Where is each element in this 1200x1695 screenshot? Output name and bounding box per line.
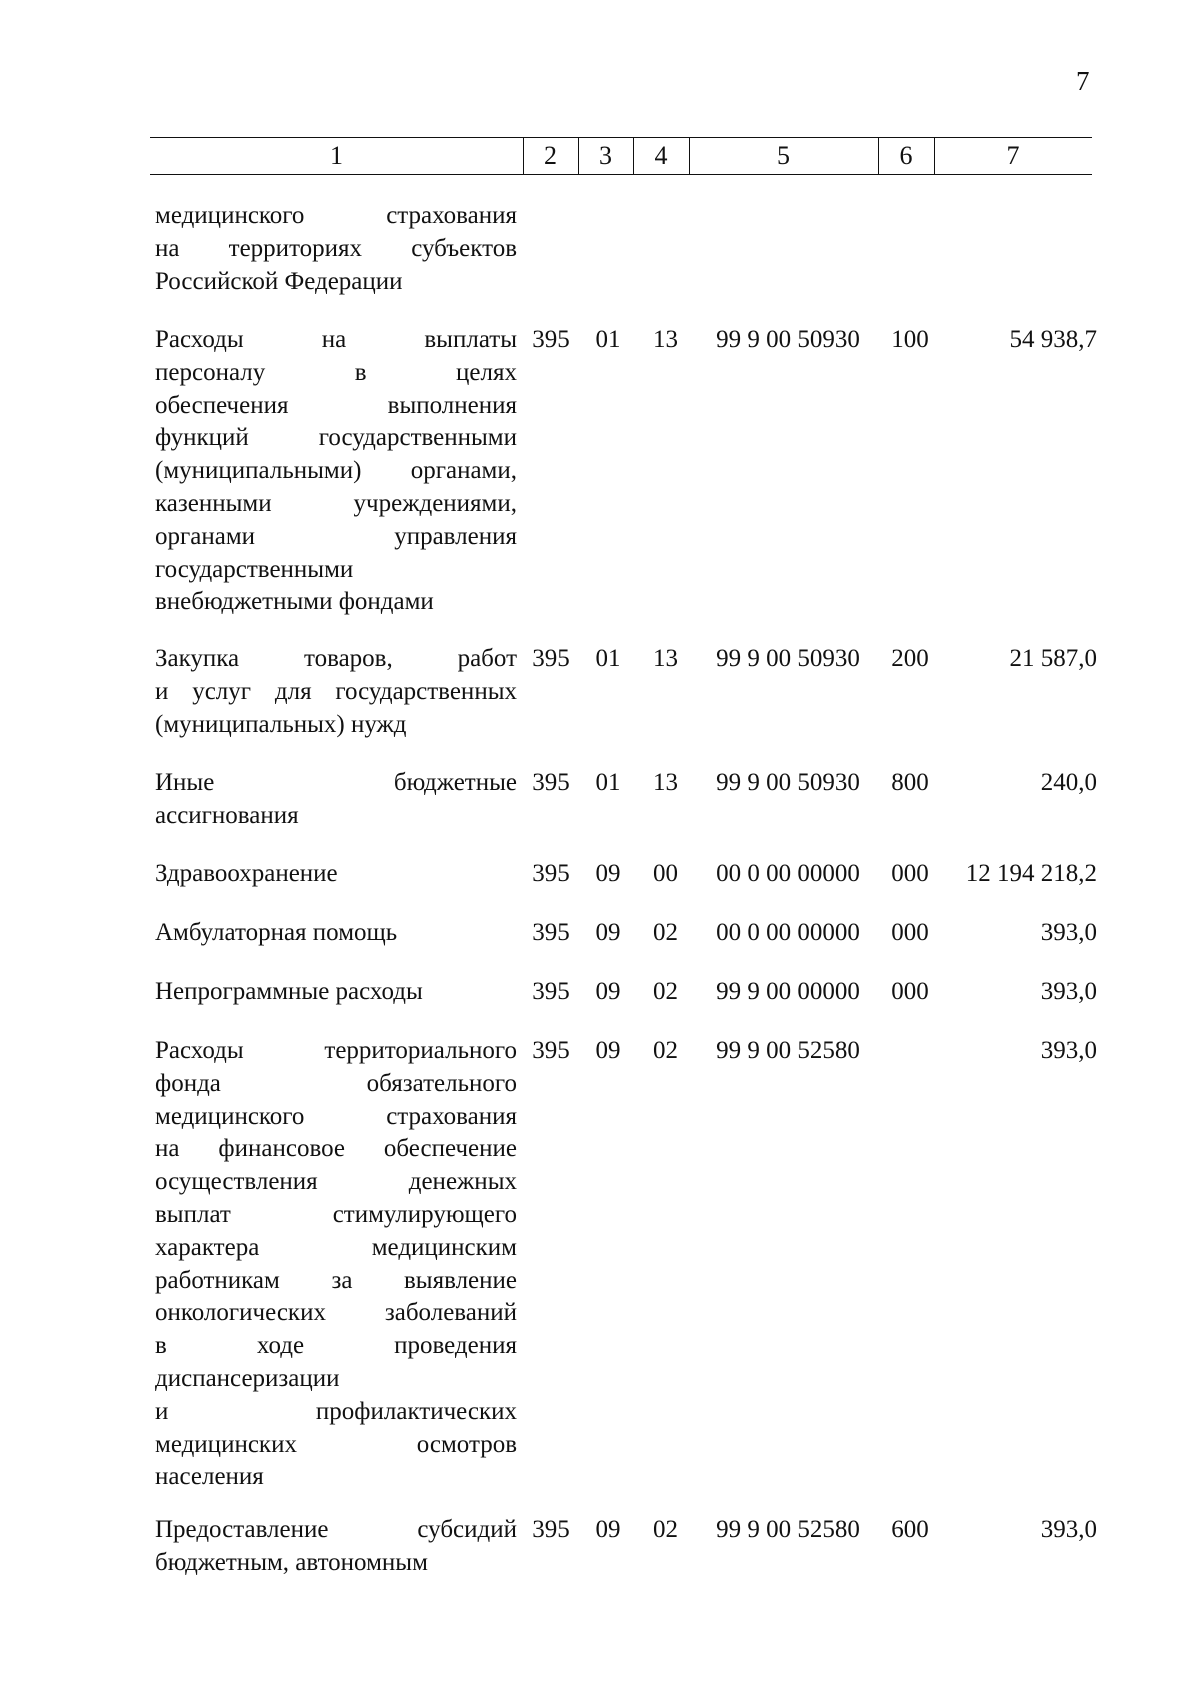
- description-line: работникам за выявление: [155, 1266, 517, 1294]
- cell-col-4: 02: [653, 978, 678, 1005]
- cell-col-2: 395: [532, 1516, 570, 1543]
- description-line: (муниципальными) органами,: [155, 457, 517, 485]
- description-line: ассигнования: [155, 801, 299, 829]
- page-number: 7: [1076, 66, 1090, 96]
- cell-col-5: 99 9 00 52580: [716, 1516, 860, 1543]
- description-line: Предоставление субсидий: [155, 1516, 517, 1543]
- cell-col-7: 54 938,7: [1009, 326, 1097, 353]
- header-col-7: 7: [1006, 141, 1020, 170]
- cell-col-5: 99 9 00 50930: [716, 769, 860, 796]
- description-line: характера медицинским: [155, 1233, 517, 1261]
- cell-col-7: 393,0: [1040, 978, 1097, 1005]
- description-line: населения: [155, 1463, 264, 1491]
- cell-col-7: 21 587,0: [1009, 645, 1097, 672]
- description-line: на территориях субъектов: [155, 234, 517, 262]
- cell-col-6: 000: [891, 860, 929, 887]
- description-line: фонда обязательного: [155, 1069, 517, 1097]
- cell-col-6: 200: [891, 645, 929, 672]
- description-line: персоналу в целях: [155, 358, 517, 386]
- cell-col-5: 99 9 00 50930: [716, 645, 860, 672]
- row-description: [155, 858, 517, 891]
- description-line: медицинских осмотров: [155, 1430, 517, 1458]
- header-col-5: 5: [777, 141, 790, 170]
- description-line: медицинского страхования: [155, 202, 517, 229]
- description-line: Закупка товаров, работ: [155, 645, 517, 672]
- cell-col-2: 395: [532, 919, 570, 946]
- cell-col-7: 240,0: [1040, 769, 1097, 796]
- cell-col-6: 600: [891, 1516, 929, 1543]
- description-line: обеспечения выполнения: [155, 391, 517, 419]
- cell-col-7: 393,0: [1040, 919, 1097, 946]
- row-description: [155, 1514, 517, 1580]
- cell-col-2: 395: [532, 860, 570, 887]
- cell-col-4: 02: [653, 919, 678, 946]
- cell-col-6: 100: [891, 326, 929, 353]
- description-line: выплат стимулирующего: [155, 1200, 517, 1228]
- cell-col-3: 09: [595, 978, 621, 1005]
- description-line: осуществления денежных: [155, 1168, 517, 1196]
- row-description: [155, 976, 517, 1009]
- cell-col-4: 13: [653, 645, 678, 672]
- row-description: [155, 324, 517, 619]
- description-line: и услуг для государственных: [155, 677, 517, 705]
- cell-col-6: 000: [891, 978, 929, 1005]
- cell-col-3: 09: [595, 860, 621, 887]
- cell-col-4: 02: [653, 1516, 678, 1543]
- cell-col-2: 395: [532, 769, 570, 796]
- row-description: [155, 917, 517, 950]
- description-line: казенными учреждениями,: [155, 489, 517, 517]
- row-description: [155, 767, 517, 833]
- cell-col-7: 393,0: [1040, 1037, 1097, 1064]
- cell-col-2: 395: [532, 645, 570, 672]
- cell-col-4: 13: [653, 769, 678, 796]
- cell-col-2: 395: [532, 978, 570, 1005]
- cell-col-3: 01: [595, 769, 621, 796]
- header-col-6: 6: [899, 141, 913, 170]
- description-line: государственными: [155, 555, 354, 583]
- cell-col-3: 01: [595, 645, 621, 672]
- description-line: на финансовое обеспечение: [155, 1135, 517, 1163]
- description-line: в ходе проведения: [155, 1332, 517, 1360]
- cell-col-3: 09: [595, 1037, 621, 1064]
- description-line: онкологических заболеваний: [155, 1299, 517, 1327]
- header-col-2: 2: [544, 141, 557, 170]
- description-line: органами управления: [155, 522, 517, 550]
- cell-col-5: 99 9 00 00000: [716, 978, 860, 1005]
- description-line: медицинского страхования: [155, 1102, 517, 1130]
- row-description: [155, 200, 517, 298]
- table-header: [150, 137, 1092, 175]
- description-line: функций государственными: [155, 424, 517, 452]
- description-line: Непрограммные расходы: [155, 978, 423, 1005]
- description-line: (муниципальных) нужд: [155, 710, 407, 738]
- description-line: диспансеризации: [155, 1364, 340, 1392]
- cell-col-6: 000: [891, 919, 929, 946]
- header-col-1: 1: [330, 141, 343, 170]
- description-line: внебюджетными фондами: [155, 588, 434, 616]
- description-line: и профилактических: [155, 1397, 517, 1425]
- cell-col-4: 02: [653, 1037, 678, 1064]
- cell-col-7: 393,0: [1040, 1516, 1097, 1543]
- description-line: Амбулаторная помощь: [155, 919, 398, 946]
- description-line: Расходы на выплаты: [155, 326, 517, 353]
- cell-col-5: 00 0 00 00000: [716, 860, 860, 887]
- cell-col-4: 13: [653, 326, 678, 353]
- description-line: Иные бюджетные: [155, 769, 517, 796]
- description-line: бюджетным, автономным: [155, 1548, 428, 1576]
- cell-col-4: 00: [653, 860, 678, 887]
- cell-col-5: 00 0 00 00000: [716, 919, 860, 946]
- row-description: [155, 643, 517, 741]
- cell-col-3: 09: [595, 919, 621, 946]
- row-description: [155, 1035, 517, 1494]
- cell-col-2: 395: [532, 326, 570, 353]
- cell-col-3: 01: [595, 326, 621, 353]
- header-col-3: 3: [599, 141, 612, 170]
- cell-col-7: 12 194 218,2: [965, 860, 1097, 887]
- cell-col-3: 09: [595, 1516, 621, 1543]
- description-line: Расходы территориального: [155, 1037, 517, 1064]
- cell-col-5: 99 9 00 52580: [716, 1037, 860, 1064]
- header-col-4: 4: [654, 141, 668, 170]
- cell-col-5: 99 9 00 50930: [716, 326, 860, 353]
- cell-col-6: 800: [891, 769, 929, 796]
- description-line: Российской Федерации: [155, 267, 403, 295]
- description-line: Здравоохранение: [155, 860, 338, 887]
- cell-col-2: 395: [532, 1037, 570, 1064]
